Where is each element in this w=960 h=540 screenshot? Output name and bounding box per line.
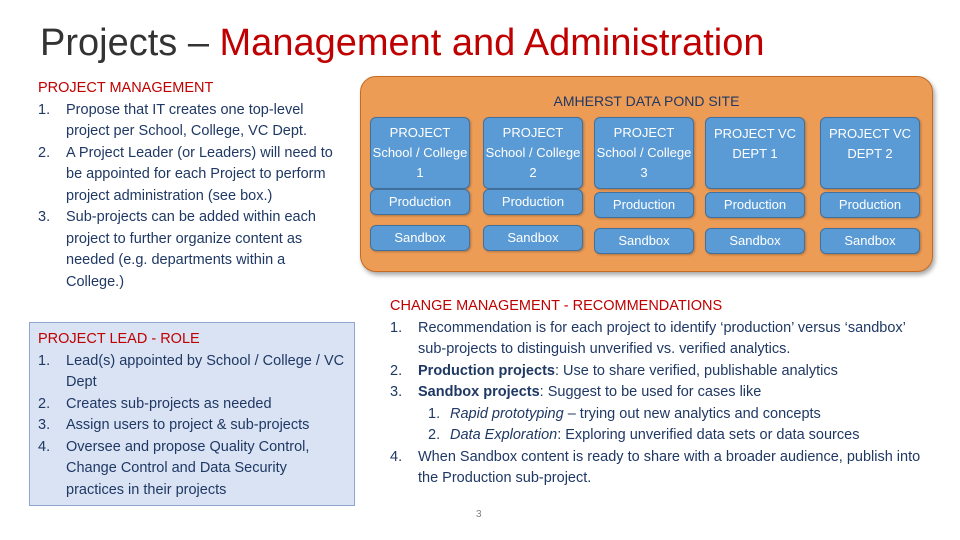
list-item <box>38 394 346 416</box>
production-box: Production <box>705 192 805 218</box>
list-item <box>390 318 930 361</box>
item-text: Creates sub-projects as needed <box>66 395 272 412</box>
project-management-section <box>38 78 338 293</box>
item-number: 3. <box>38 209 51 225</box>
item-text: Recommendation is for each project to identify ‘production’ versus ‘sandbox’ sub-projects to distinguish unverified vs. verified analytics. <box>418 319 906 357</box>
sandbox-box: Sandbox <box>594 228 694 254</box>
production-box: Production <box>483 189 583 215</box>
list-item <box>38 351 346 394</box>
item-number: 2. <box>390 362 403 379</box>
project-lead-heading: PROJECT LEAD - ROLE <box>38 331 200 347</box>
sub-list-item <box>390 404 930 426</box>
project-box: PROJECT VC DEPT 1 <box>705 117 805 189</box>
item-text: Sub-projects can be added within each project to further organize content as needed (e.g. departments within a College.) <box>66 209 316 290</box>
data-pond-title: AMHERST DATA POND SITE <box>553 93 740 109</box>
item-bold-label: Production projects <box>418 362 555 379</box>
item-number: 2. <box>38 144 51 161</box>
production-box: Production <box>594 192 694 218</box>
item-text: : Suggest to be used for cases like <box>539 384 762 400</box>
item-text: Assign users to project & sub-projects <box>66 417 310 433</box>
change-management-heading: CHANGE MANAGEMENT - RECOMMENDATIONS <box>390 298 723 314</box>
item-number: 4. <box>390 448 403 465</box>
sandbox-box: Sandbox <box>705 228 805 254</box>
item-text: Oversee and propose Quality Control, Change Control and Data Security practices in their projects <box>66 438 310 498</box>
item-text: : Exploring unverified data sets or data sources <box>557 427 860 443</box>
project-management-heading: PROJECT MANAGEMENT <box>38 80 214 96</box>
project-box: PROJECT School / College 3 <box>594 117 694 189</box>
item-text: Propose that IT creates one top-level project per School, College, VC Dept. <box>66 101 307 139</box>
item-text: When Sandbox content is ready to share with a broader audience, publish into the Production sub-project. <box>418 448 921 486</box>
project-box: PROJECT VC DEPT 2 <box>820 117 920 189</box>
item-number: 1. <box>38 352 51 369</box>
list-item <box>38 437 346 502</box>
item-number: 3. <box>390 384 403 400</box>
item-number: 3. <box>38 417 51 433</box>
sub-list-item <box>390 425 930 447</box>
item-text: – trying out new analytics and concepts <box>563 405 821 422</box>
item-number: 1. <box>390 319 403 336</box>
item-italic-label: Rapid prototyping <box>450 405 564 422</box>
item-text: A Project Leader (or Leaders) will need to be appointed for each Project to perform project administration (see box.) <box>66 144 333 204</box>
production-box: Production <box>370 189 470 215</box>
sandbox-box: Sandbox <box>820 228 920 254</box>
item-number: 1. <box>428 405 441 422</box>
project-box: PROJECT School / College 1 <box>370 117 470 189</box>
item-italic-label: Data Exploration <box>450 427 558 443</box>
project-box: PROJECT School / College 2 <box>483 117 583 189</box>
production-box: Production <box>820 192 920 218</box>
item-number: 4. <box>38 438 51 455</box>
title-accent: Management and Administration <box>219 22 765 64</box>
title-main: Projects – <box>40 22 220 64</box>
sandbox-box: Sandbox <box>483 225 583 251</box>
project-lead-box <box>29 322 355 506</box>
item-number: 2. <box>38 395 51 412</box>
item-number: 2. <box>428 427 441 443</box>
item-text: : Use to share verified, publishable analytics <box>554 362 838 379</box>
list-item <box>390 447 930 490</box>
item-text: Lead(s) appointed by School / College / VC Dept <box>66 352 345 390</box>
list-item <box>38 143 338 208</box>
list-item <box>38 415 346 437</box>
data-pond-diagram <box>360 76 933 272</box>
change-management-section <box>390 296 930 490</box>
sandbox-box: Sandbox <box>370 225 470 251</box>
list-item <box>390 361 930 383</box>
item-bold-label: Sandbox projects <box>418 384 540 400</box>
list-item <box>38 100 338 143</box>
page-number: 3 <box>476 509 482 520</box>
list-item <box>390 382 930 404</box>
page-title <box>40 22 765 65</box>
list-item <box>38 207 338 293</box>
item-number: 1. <box>38 101 51 118</box>
